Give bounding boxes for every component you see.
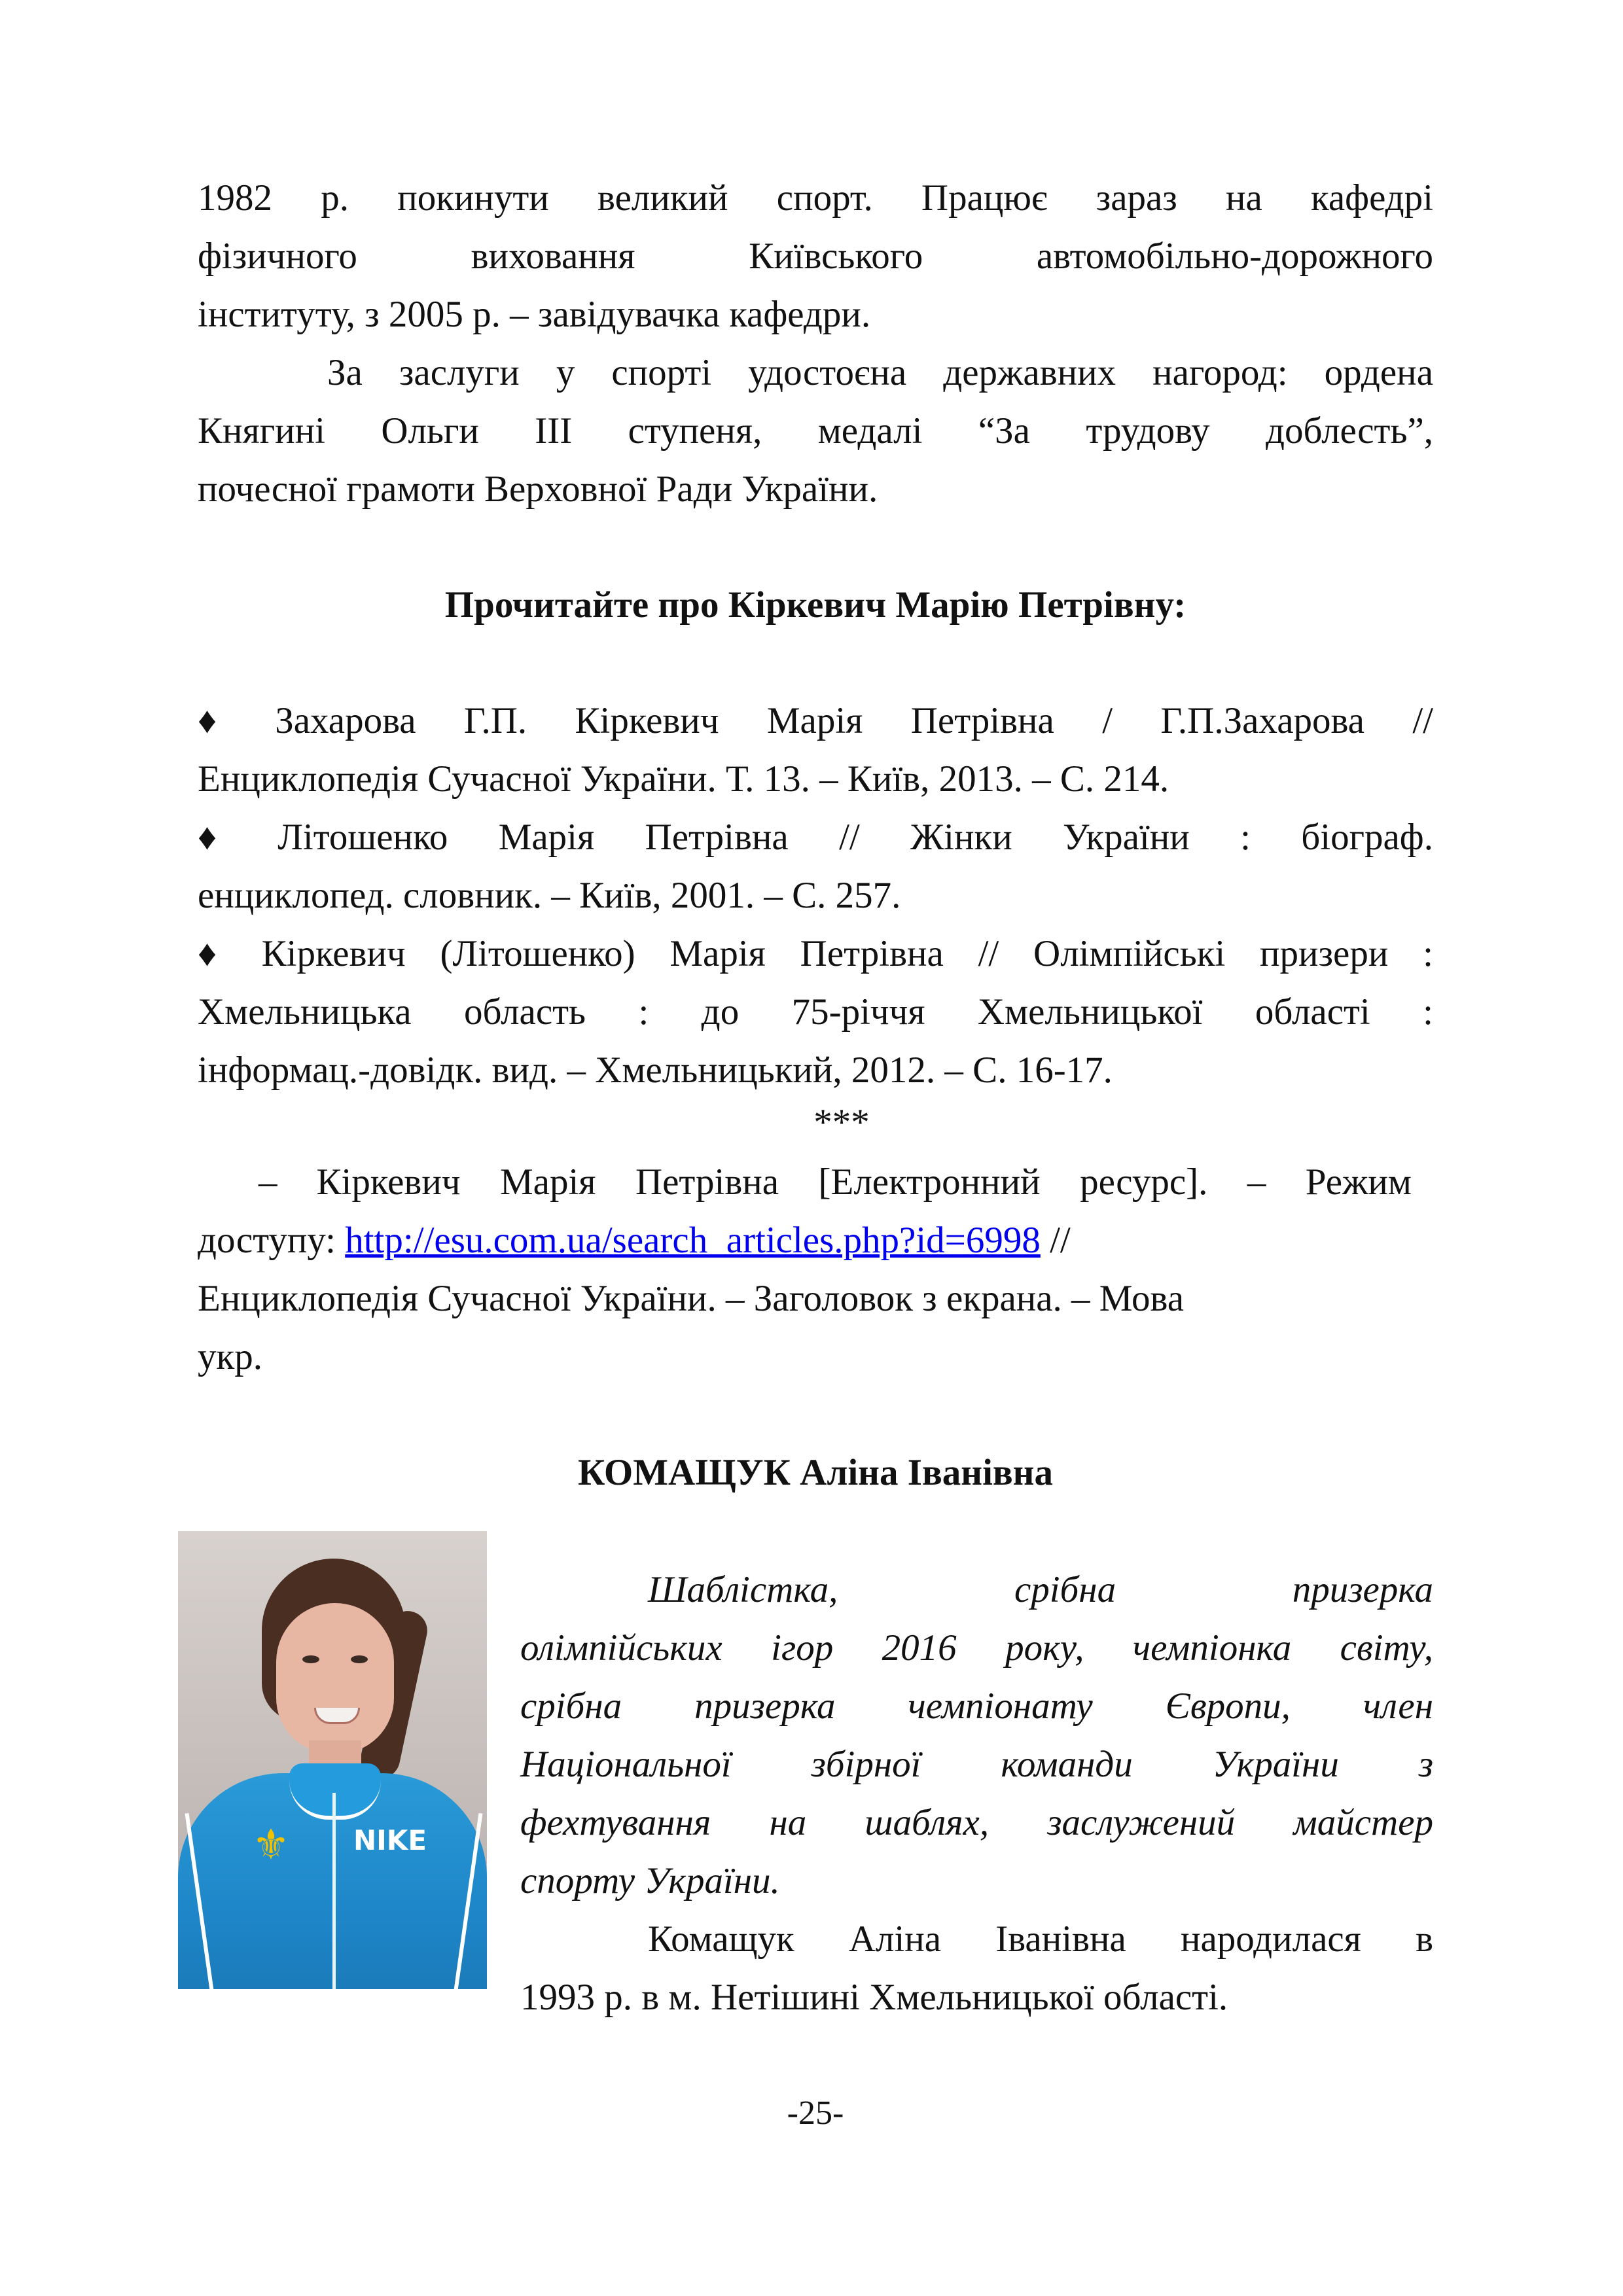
bib-entry-2-line-1 xyxy=(198,808,1433,866)
intro-line-3: інституту, з 2005 р. – завідувачка кафедри. xyxy=(198,294,871,335)
online-prefix: доступу: xyxy=(198,1220,346,1261)
intro-line-1: 1982 р. покинути великий спорт. Працює зараз на кафедрі xyxy=(198,177,1433,219)
reading-heading: Прочитайте про Кіркевич Марію Петрівну: xyxy=(444,584,1186,626)
athlete-text-line-2: 1993 р. в м. Нетішині Хмельницької області. xyxy=(520,1977,1228,2018)
online-line-1-text: Кіркевич Марія Петрівна [Електронний ресурс]. – Режим xyxy=(316,1161,1412,1203)
page-number: -25- xyxy=(787,2094,844,2132)
bio-line-5: фехтування на шаблях, заслужений майстер xyxy=(520,1802,1433,1843)
intro-line-2: фізичного виховання Київського автомобільно-дорожного xyxy=(198,236,1433,277)
bullet-icon: ♦ xyxy=(198,933,242,974)
online-line-4: укр. xyxy=(198,1336,262,1377)
bio-line-1: Шаблістка, срібна призерка xyxy=(648,1569,1433,1610)
athlete-text-line-1: Комащук Аліна Іванівна народилася в xyxy=(648,1918,1433,1960)
bullet-icon: ♦ xyxy=(198,700,256,741)
online-line-2 xyxy=(198,1211,1433,1269)
bio-line-6: спорту України. xyxy=(520,1860,780,1901)
athlete-name-heading: КОМАЩУК Аліна Іванівна xyxy=(577,1452,1054,1493)
online-suffix: // xyxy=(1040,1220,1071,1261)
bio-line-4: Національної збірної команди України з xyxy=(520,1744,1433,1785)
intro-line-6: почесної грамоти Верховної Ради України. xyxy=(198,468,878,510)
online-resource-link[interactable]: http://esu.com.ua/search_articles.php?id=6998 xyxy=(345,1220,1041,1261)
bib-entry-1-line-2: Енциклопедія Сучасної України. Т. 13. – Київ, 2013. – С. 214. xyxy=(198,758,1169,800)
separator-asterisks: *** xyxy=(813,1102,870,1143)
dash-mark: – xyxy=(259,1161,277,1203)
bib-entry-3-line-2: Хмельницька область : до 75-річчя Хмельницької області : xyxy=(198,991,1433,1033)
bib-entry-3-line-1 xyxy=(198,925,1433,983)
bio-line-3: срібна призерка чемпіонату Європи, член xyxy=(520,1686,1433,1727)
bib-entry-1-line-1 xyxy=(198,692,1433,750)
photo-brand-logo: NIKE xyxy=(353,1824,427,1856)
bio-line-2: олімпійських ігор 2016 року, чемпіонка світу, xyxy=(520,1627,1433,1669)
athlete-photo xyxy=(178,1531,487,1989)
bullet-icon: ♦ xyxy=(198,817,259,858)
intro-line-4: За заслуги у спорті удостоєна державних нагород: ордена xyxy=(327,352,1433,393)
intro-line-5: Княгині Ольги ІІІ ступеня, медалі “За трудову доблесть”, xyxy=(198,410,1433,451)
bib-entry-1-text: Захарова Г.П. Кіркевич Марія Петрівна / Г.П.Захарова // xyxy=(275,700,1433,741)
online-line-3: Енциклопедія Сучасної України. – Заголовок з екрана. – Мова xyxy=(198,1278,1185,1319)
bib-entry-2-text: Літошенко Марія Петрівна // Жінки України : біограф. xyxy=(277,817,1433,858)
bib-entry-2-line-2: енциклопед. словник. – Київ, 2001. – С. 257. xyxy=(198,875,901,916)
bib-entry-3-line-3: інформац.-довідк. вид. – Хмельницький, 2012. – С. 16-17. xyxy=(198,1050,1113,1091)
online-line-1 xyxy=(259,1153,1412,1211)
trident-emblem-icon: ⚜ xyxy=(252,1821,290,1869)
bib-entry-3-text: Кіркевич (Літошенко) Марія Петрівна // Олімпійські призери : xyxy=(261,933,1433,974)
